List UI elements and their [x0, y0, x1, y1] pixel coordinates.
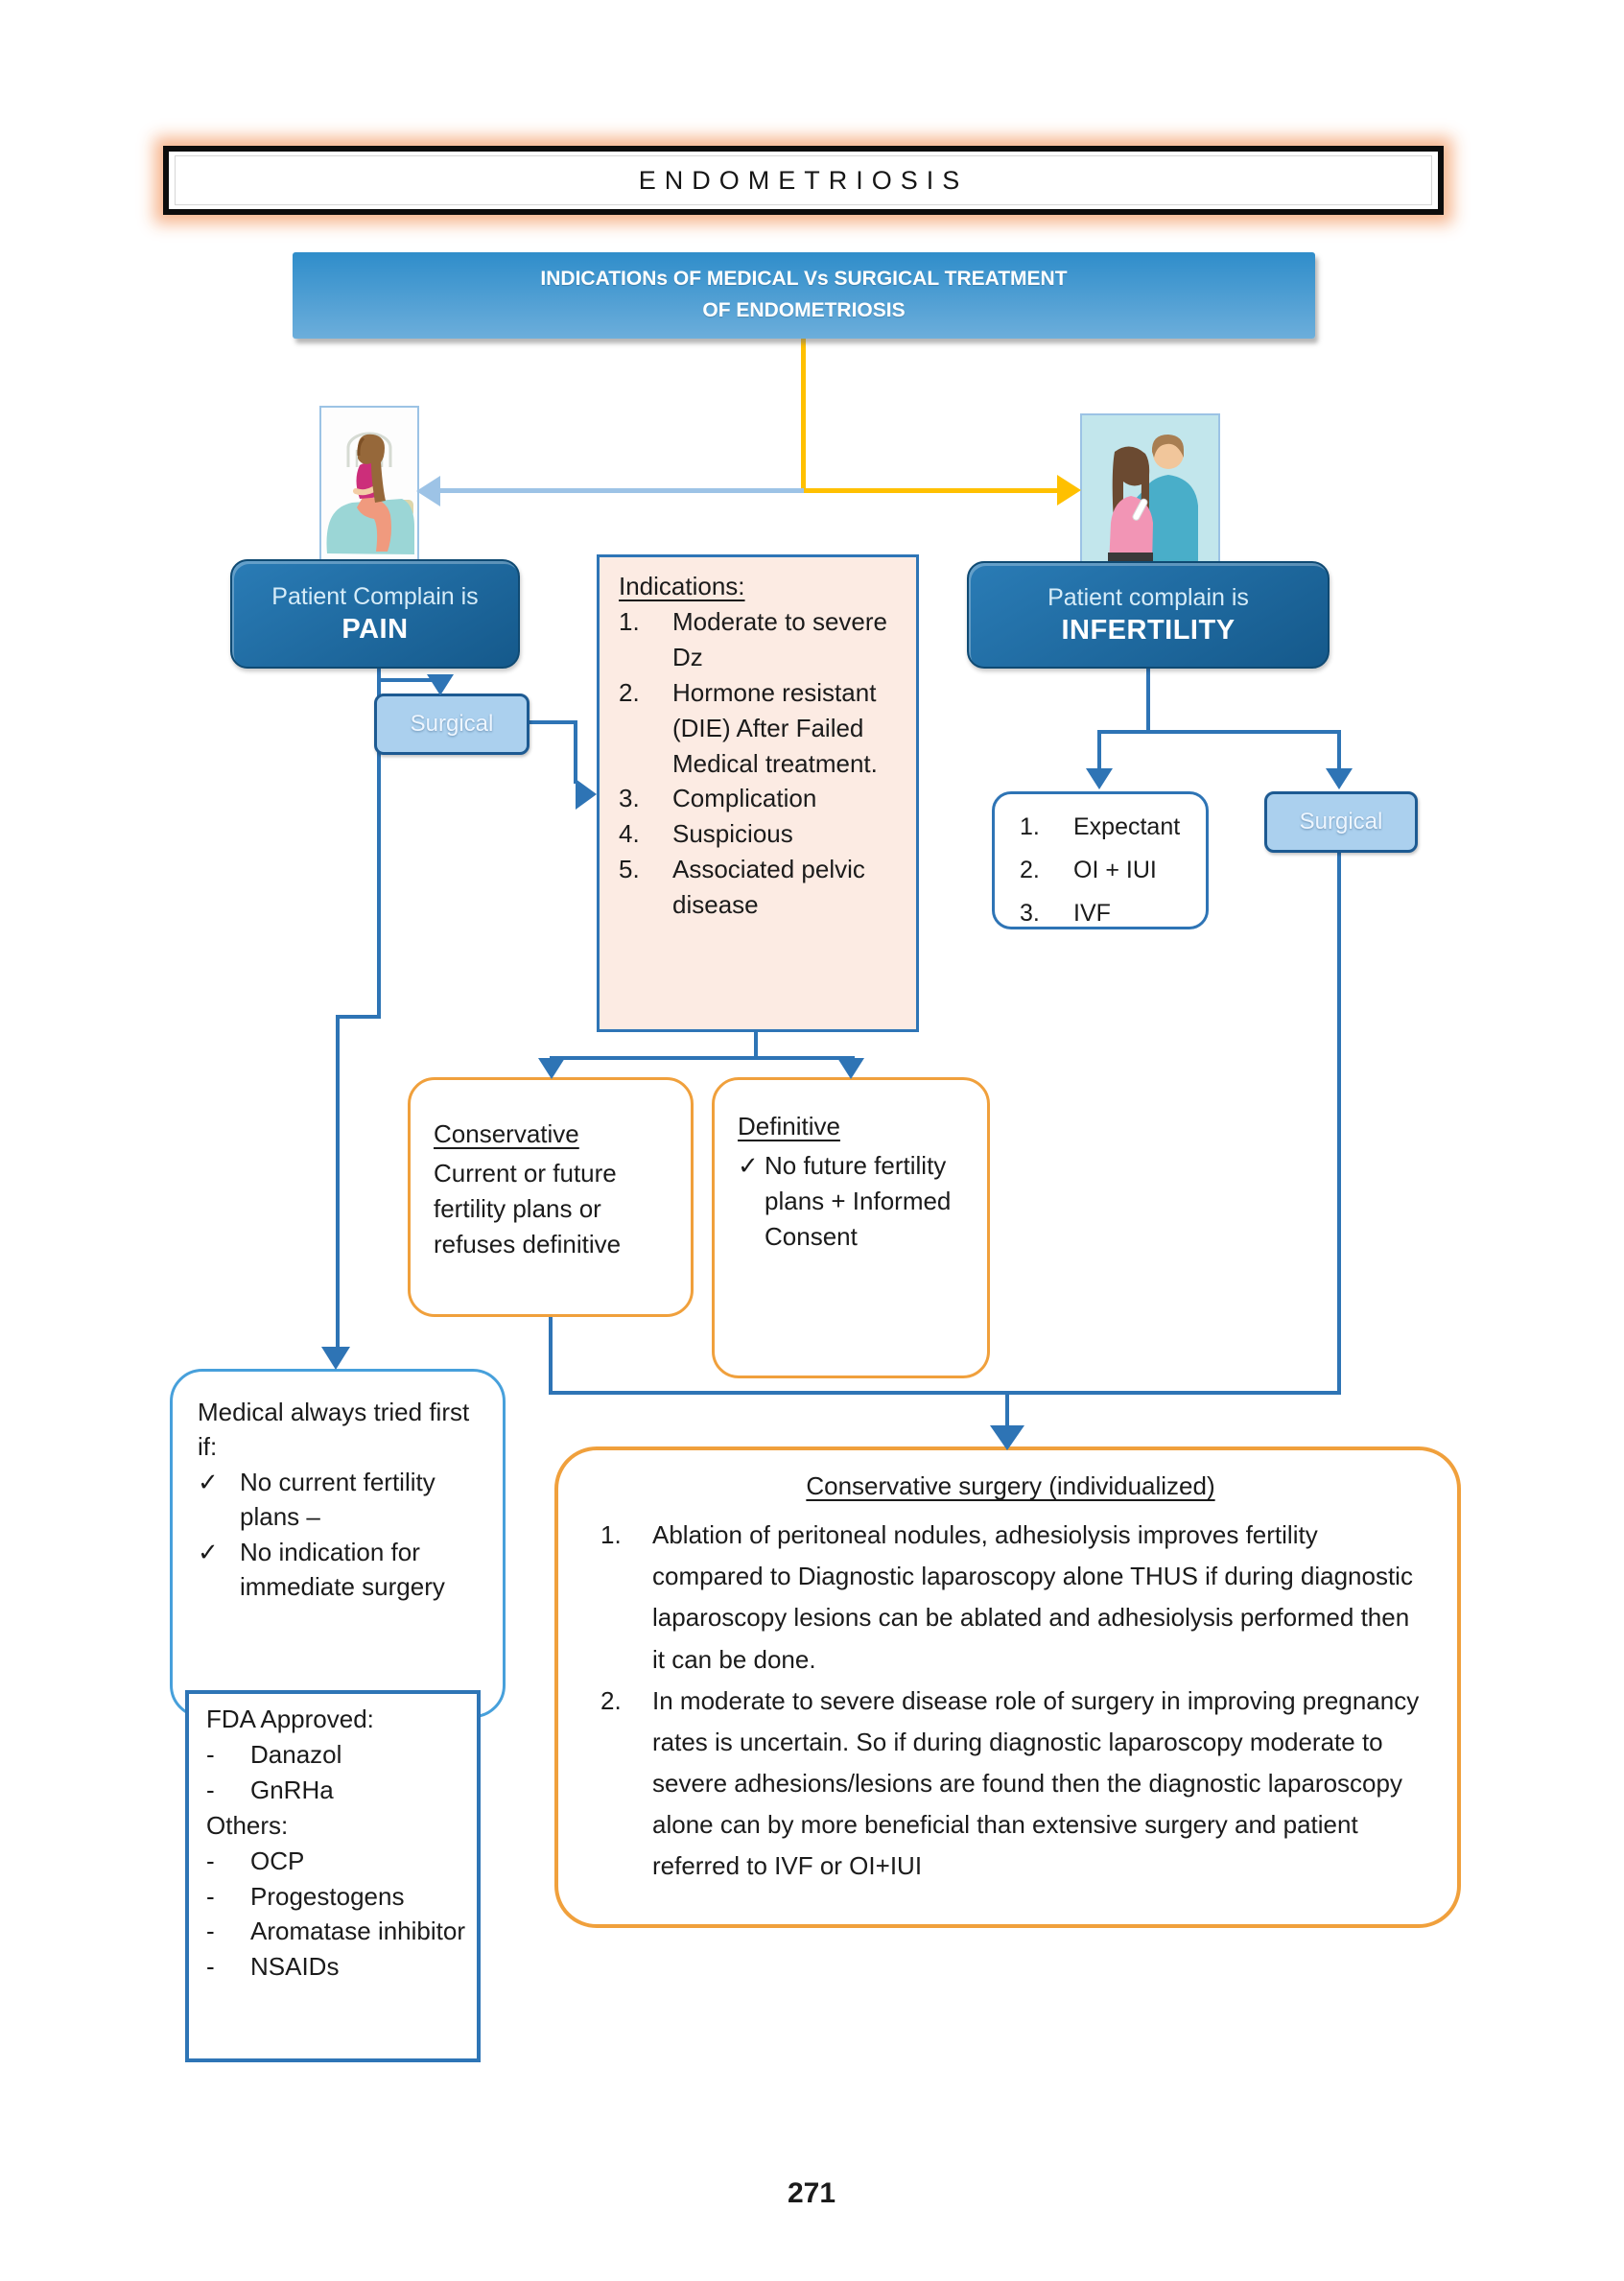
- connector-to-couple-image: [804, 488, 1059, 493]
- item-text: Danazol: [250, 1739, 342, 1769]
- pain-complaint-line2: PAIN: [341, 613, 409, 645]
- check-icon: ✓: [738, 1150, 759, 1180]
- definitive-item: [738, 1148, 970, 1255]
- connector-conservative-down: [549, 1315, 553, 1395]
- infertility-options-box: [992, 791, 1209, 929]
- option-item: [1020, 849, 1196, 892]
- conservative-surgery-heading: Conservative surgery (individualized): [806, 1471, 1215, 1500]
- section-header-line2: OF ENDOMETRIOSIS: [702, 299, 906, 321]
- arrowhead-right-couple-image: [1057, 475, 1081, 506]
- connector-indications-split: [550, 1056, 855, 1060]
- title-banner: [163, 146, 1444, 215]
- other-item: [206, 1879, 465, 1915]
- definitive-box: [712, 1077, 990, 1378]
- connector-expectant-stub: [1097, 730, 1101, 772]
- medical-item: [198, 1465, 483, 1535]
- item-text: Associated pelvic disease: [672, 855, 865, 920]
- item-text: No current fertility plans –: [240, 1467, 435, 1532]
- item-text: GnRHa: [250, 1775, 334, 1804]
- arrowhead-surgical-left: [427, 674, 454, 695]
- option-item: [1020, 892, 1196, 935]
- infertility-complaint-line2: INFERTILITY: [1061, 614, 1236, 646]
- section-header: [293, 252, 1315, 339]
- arrowhead-definitive-box: [837, 1058, 864, 1079]
- conservative-heading: Conservative: [434, 1119, 579, 1148]
- connector-merge-drop: [1005, 1391, 1009, 1429]
- dash-bullet: -: [206, 1952, 215, 1982]
- item-text: OCP: [250, 1846, 305, 1875]
- conservative-surgery-item: [600, 1515, 1421, 1681]
- item-number: 3.: [1020, 900, 1040, 927]
- option-item: [1020, 806, 1196, 849]
- item-text: Expectant: [1073, 813, 1181, 840]
- indication-item: [619, 781, 891, 816]
- connector-to-medical: [336, 1015, 340, 1351]
- item-number: 1.: [1020, 813, 1040, 840]
- pain-complaint-box: [230, 559, 520, 669]
- definitive-heading: Definitive: [738, 1112, 840, 1140]
- connector-pain-surgical-branch: [379, 678, 434, 682]
- dash-bullet: -: [206, 1775, 215, 1804]
- pain-complaint-line1: Patient Complain is: [271, 582, 479, 610]
- item-text: No indication for immediate surgery: [240, 1537, 445, 1601]
- pain-illustration-svg: [321, 408, 417, 562]
- item-number: 2.: [619, 677, 640, 707]
- dash-bullet: -: [206, 1881, 215, 1911]
- item-text: Moderate to severe Dz: [672, 606, 888, 671]
- infertility-complaint-box: [967, 561, 1330, 669]
- connector-infertility-down: [1146, 667, 1150, 734]
- section-header-line1: INDICATIONs OF MEDICAL Vs SURGICAL TREATMENT: [540, 268, 1068, 291]
- other-item: [206, 1949, 465, 1985]
- other-item: [206, 1914, 465, 1949]
- check-icon: ✓: [198, 1537, 219, 1566]
- item-text: Hormone resistant (DIE) After Failed Medical treatment.: [672, 677, 878, 778]
- medical-intro: Medical always tried first if:: [198, 1398, 470, 1462]
- conservative-body: Current or future fertility plans or refuses definitive: [434, 1158, 622, 1258]
- surgical-indications-box: [597, 554, 919, 1032]
- fda-item: [206, 1737, 465, 1773]
- fda-approved-box: [185, 1690, 481, 2062]
- page-number: 271: [787, 2177, 836, 2209]
- item-number: 4.: [619, 819, 640, 849]
- title-inner-frame: [175, 155, 1433, 204]
- pain-illustration: [319, 406, 419, 564]
- connector-to-pain-image: [439, 488, 804, 493]
- item-number: 2.: [1020, 857, 1040, 883]
- arrowhead-left-pain-image: [416, 476, 440, 506]
- item-text: Ablation of peritoneal nodules, adhesiolysis improves fertility compared to Diagnostic laparoscopy alone THUS if during diagnostic laparoscopy lesions can be ablated and adhesiolysis performed then it can be done.: [652, 1520, 1413, 1674]
- item-text: IVF: [1073, 900, 1111, 927]
- indication-item: [619, 675, 891, 782]
- check-icon: ✓: [198, 1467, 219, 1496]
- connector-infertility-split: [1097, 730, 1341, 734]
- arrowhead-indications-box: [576, 779, 597, 810]
- connector-merge-horizontal: [549, 1391, 1341, 1395]
- arrowhead-conservative-box: [538, 1058, 565, 1079]
- connector-surgical-elbow-h: [527, 720, 577, 724]
- surgical-label-infertility: Surgical: [1299, 809, 1383, 835]
- indication-item: [619, 604, 891, 675]
- couple-illustration-svg: [1082, 415, 1218, 566]
- indication-item: [619, 816, 891, 852]
- item-number: 1.: [600, 1520, 622, 1550]
- fda-heading: FDA Approved:: [206, 1705, 374, 1733]
- infertility-complaint-line1: Patient complain is: [1047, 583, 1249, 611]
- couple-illustration: [1080, 413, 1220, 568]
- item-text: No future fertility plans + Informed Consent: [765, 1150, 952, 1251]
- page-title: ENDOMETRIOSIS: [638, 165, 969, 195]
- surgical-box-infertility: [1264, 791, 1418, 853]
- connector-surgical-right-stub: [1337, 730, 1341, 772]
- indication-item: [619, 852, 891, 923]
- conservative-surgery-box: [554, 1446, 1461, 1928]
- item-number: 2.: [600, 1685, 622, 1715]
- item-number: 1.: [619, 606, 640, 636]
- connector-surgical-elbow-v: [574, 720, 577, 784]
- item-number: 5.: [619, 855, 640, 884]
- item-text: Aromatase inhibitor: [250, 1917, 465, 1946]
- conservative-surgery-item: [600, 1681, 1421, 1888]
- dash-bullet: -: [206, 1846, 215, 1875]
- surgical-box-pain: [374, 694, 530, 755]
- item-text: NSAIDs: [250, 1952, 340, 1982]
- connector-header-down: [801, 338, 806, 491]
- others-heading: Others:: [206, 1810, 289, 1840]
- item-number: 3.: [619, 784, 640, 813]
- connector-pain-jog: [336, 1015, 381, 1019]
- item-text: OI + IUI: [1073, 857, 1157, 883]
- dash-bullet: -: [206, 1917, 215, 1946]
- item-text: Suspicious: [672, 819, 793, 849]
- item-text: Complication: [672, 784, 817, 813]
- fda-item: [206, 1773, 465, 1808]
- arrowhead-conservative-surgery-box: [990, 1425, 1024, 1450]
- item-text: Progestogens: [250, 1881, 405, 1911]
- other-item: [206, 1844, 465, 1879]
- arrowhead-surgical-right: [1326, 768, 1353, 789]
- medical-item: [198, 1535, 483, 1605]
- item-text: In moderate to severe disease role of surgery in improving pregnancy rates is uncertain. So if during diagnostic laparoscopy moderate to severe adhesions/lesions are found then the diagnostic laparoscopy alone can by more beneficial than extensive surgery and patient referred to IVF or OI+IUI: [652, 1685, 1420, 1881]
- medical-first-box: [170, 1369, 506, 1718]
- dash-bullet: -: [206, 1739, 215, 1769]
- conservative-box: [408, 1077, 694, 1317]
- surgical-label-pain: Surgical: [410, 711, 494, 737]
- arrowhead-medical-box: [321, 1347, 350, 1370]
- indications-heading: Indications:: [619, 572, 745, 600]
- connector-surgical-right-down: [1337, 851, 1341, 1395]
- arrowhead-expectant-box: [1086, 768, 1113, 789]
